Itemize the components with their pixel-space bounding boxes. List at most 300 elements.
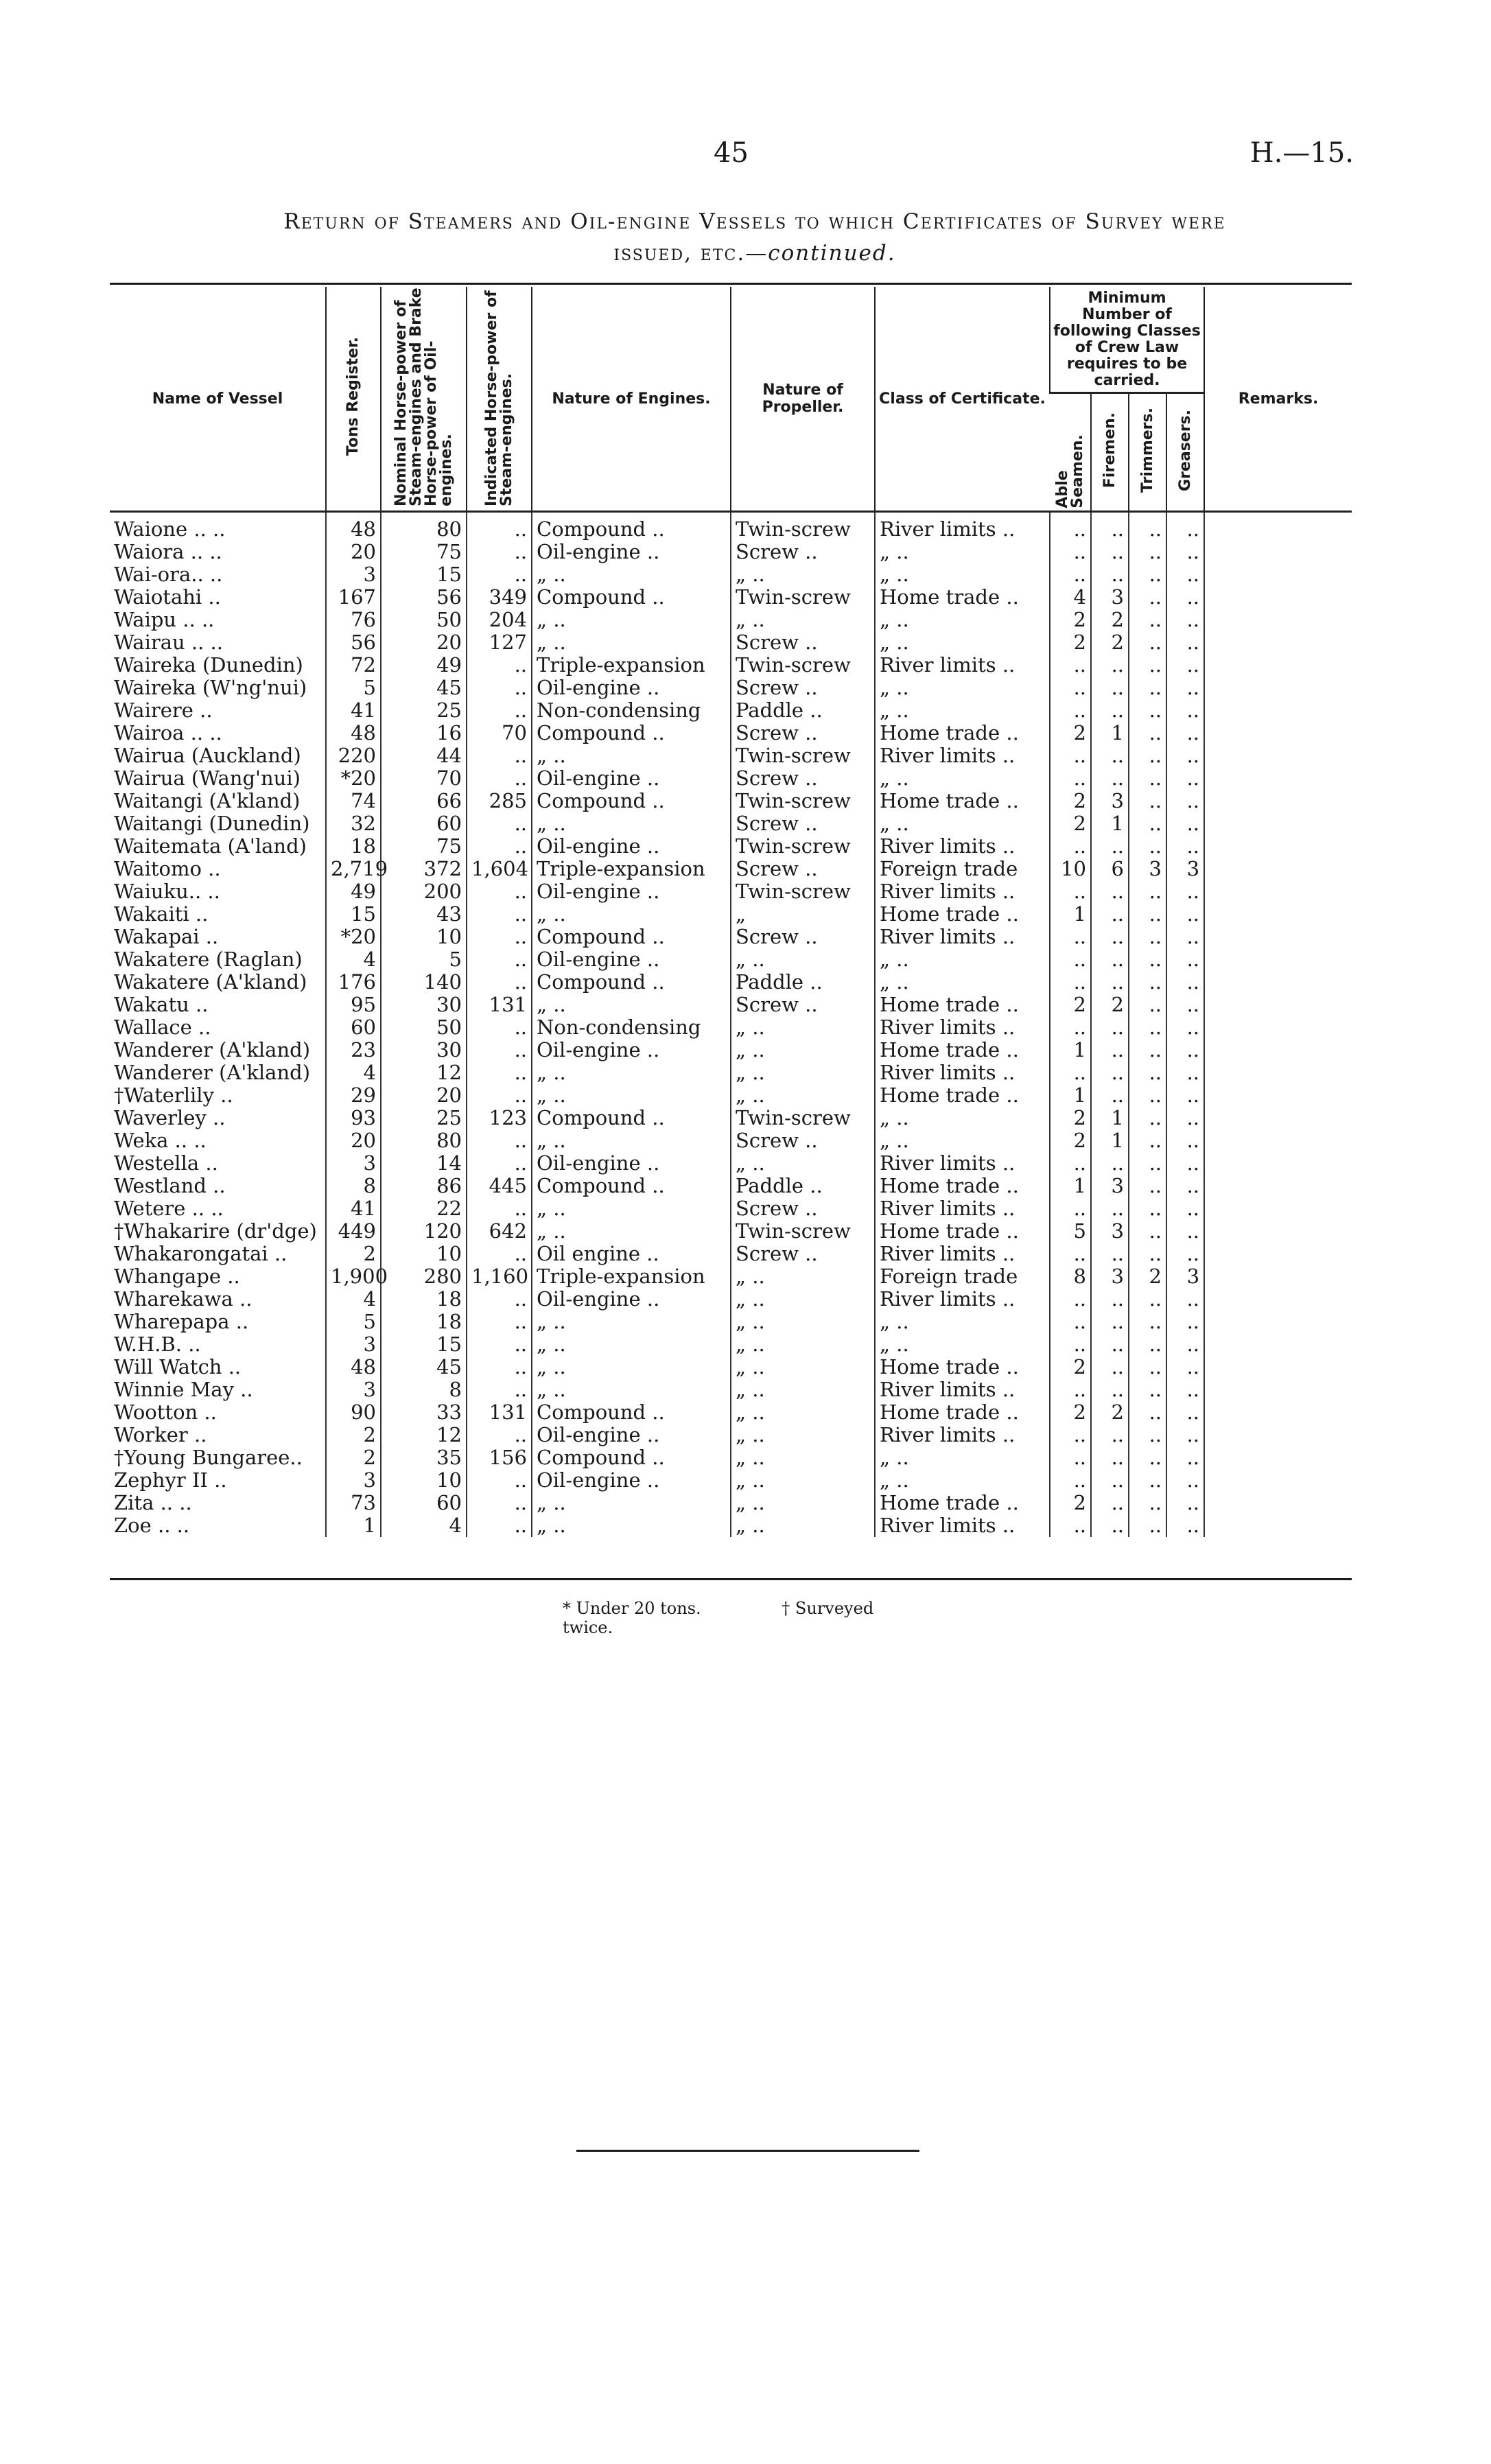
engines-cell: Compound .. <box>532 1107 731 1129</box>
remarks-cell <box>1204 1061 1352 1084</box>
nominal-hp-cell: 75 <box>381 541 467 563</box>
greasers-cell: .. <box>1166 1311 1204 1333</box>
tons-register-cell: 220 <box>326 744 381 767</box>
firemen-cell: .. <box>1091 1356 1129 1378</box>
remarks-cell <box>1204 767 1352 790</box>
firemen-cell: 1 <box>1091 722 1129 744</box>
indicated-hp-cell: .. <box>467 903 532 926</box>
propeller-cell: Paddle .. <box>731 699 875 722</box>
remarks-cell <box>1204 631 1352 654</box>
vessel-name-cell: Waiuku.. .. <box>114 880 220 903</box>
able-seamen-cell: .. <box>1050 971 1091 994</box>
tons-register-cell: 3 <box>326 1333 381 1356</box>
able-seamen-cell: 2 <box>1050 1356 1091 1378</box>
greasers-cell: .. <box>1166 994 1204 1016</box>
title-line-2 <box>158 237 1352 269</box>
table-row <box>110 1243 1352 1265</box>
firemen-cell: 2 <box>1091 631 1129 654</box>
indicated-hp-cell: .. <box>467 654 532 677</box>
remarks-cell <box>1204 699 1352 722</box>
table-row <box>110 1175 1352 1197</box>
firemen-cell: 2 <box>1091 609 1129 631</box>
certificate-cell: Home trade .. <box>875 1175 1050 1197</box>
indicated-hp-cell: .. <box>467 948 532 971</box>
tons-register-cell: 2 <box>326 1243 381 1265</box>
vessel-name-cell: †Waterlily .. <box>114 1083 233 1107</box>
able-seamen-cell: .. <box>1050 699 1091 722</box>
remarks-cell <box>1204 1107 1352 1129</box>
table-row <box>110 631 1352 654</box>
greasers-cell: .. <box>1166 1243 1204 1265</box>
propeller-cell: Screw .. <box>731 812 875 835</box>
greasers-cell: .. <box>1166 1220 1204 1243</box>
engines-cell: Oil-engine .. <box>532 1469 731 1492</box>
nominal-hp-cell: 35 <box>381 1446 467 1469</box>
trimmers-cell: .. <box>1129 812 1166 835</box>
indicated-hp-cell: .. <box>467 1084 532 1107</box>
engines-cell: Triple-expansion <box>532 1265 731 1288</box>
trimmers-cell: .. <box>1129 1197 1166 1220</box>
propeller-cell: Twin-screw <box>731 512 875 541</box>
remarks-cell <box>1204 858 1352 880</box>
remarks-cell <box>1204 1378 1352 1401</box>
engines-cell: Oil engine .. <box>532 1243 731 1265</box>
vessel-name-cell: Wai-ora.. .. <box>114 563 223 586</box>
nominal-hp-cell: 25 <box>381 1107 467 1129</box>
remarks-cell <box>1204 1356 1352 1378</box>
able-seamen-cell: .. <box>1050 835 1091 858</box>
engines-cell: „ .. <box>532 1378 731 1401</box>
propeller-cell: „ .. <box>731 1469 875 1492</box>
indicated-hp-cell: .. <box>467 744 532 767</box>
remarks-cell <box>1204 1039 1352 1061</box>
table-row <box>110 1311 1352 1333</box>
table-row <box>110 1401 1352 1424</box>
able-seamen-cell: .. <box>1050 1514 1091 1537</box>
greasers-cell: 3 <box>1166 1265 1204 1288</box>
nominal-hp-cell: 10 <box>381 926 467 948</box>
remarks-cell <box>1204 1265 1352 1288</box>
engines-cell: Oil-engine .. <box>532 541 731 563</box>
propeller-cell: Twin-screw <box>731 790 875 812</box>
remarks-cell <box>1204 812 1352 835</box>
vessel-name-cell: Wairua (Auckland) <box>114 744 301 767</box>
certificate-cell: Home trade .. <box>875 1401 1050 1424</box>
remarks-cell <box>1204 1288 1352 1311</box>
tons-register-cell: 93 <box>326 1107 381 1129</box>
able-seamen-cell: .. <box>1050 1016 1091 1039</box>
table-row <box>110 1084 1352 1107</box>
able-seamen-cell: .. <box>1050 1311 1091 1333</box>
propeller-cell: Twin-screw <box>731 1220 875 1243</box>
tons-register-cell: 4 <box>326 1288 381 1311</box>
greasers-cell: .. <box>1166 1492 1204 1514</box>
header-greasers: Greasers. <box>1166 393 1204 512</box>
greasers-cell: .. <box>1166 812 1204 835</box>
remarks-cell <box>1204 722 1352 744</box>
propeller-cell: „ .. <box>731 1288 875 1311</box>
nominal-hp-cell: 44 <box>381 744 467 767</box>
tons-register-cell: 48 <box>326 722 381 744</box>
indicated-hp-cell: .. <box>467 767 532 790</box>
greasers-cell: .. <box>1166 1378 1204 1401</box>
able-seamen-cell: 2 <box>1050 1401 1091 1424</box>
vessel-name-cell: Waiotahi .. <box>114 585 221 609</box>
header-firemen: Firemen. <box>1091 393 1129 512</box>
greasers-cell: .. <box>1166 1469 1204 1492</box>
nominal-hp-cell: 25 <box>381 699 467 722</box>
able-seamen-cell: .. <box>1050 541 1091 563</box>
table-row <box>110 1424 1352 1446</box>
remarks-cell <box>1204 903 1352 926</box>
firemen-cell: .. <box>1091 1288 1129 1311</box>
able-seamen-cell: .. <box>1050 1197 1091 1220</box>
propeller-cell: Twin-screw <box>731 880 875 903</box>
trimmers-cell: 2 <box>1129 1265 1166 1288</box>
trimmers-cell: .. <box>1129 1356 1166 1378</box>
table-row <box>110 948 1352 971</box>
certificate-cell: Home trade .. <box>875 994 1050 1016</box>
greasers-cell: .. <box>1166 1107 1204 1129</box>
certificate-cell: River limits .. <box>875 1061 1050 1084</box>
trimmers-cell: .. <box>1129 1175 1166 1197</box>
header-trimmers: Trimmers. <box>1129 393 1166 512</box>
nominal-hp-cell: 15 <box>381 563 467 586</box>
table-row <box>110 858 1352 880</box>
able-seamen-cell: 2 <box>1050 631 1091 654</box>
engines-cell: Oil-engine .. <box>532 1152 731 1175</box>
vessel-name-cell: Wharekawa .. <box>114 1287 253 1311</box>
firemen-cell: .. <box>1091 677 1129 699</box>
engines-cell: „ .. <box>532 903 731 926</box>
title-continued: continued. <box>768 241 896 266</box>
firemen-cell: .. <box>1091 1152 1129 1175</box>
engines-cell: „ .. <box>532 631 731 654</box>
firemen-cell: 3 <box>1091 1265 1129 1288</box>
firemen-cell: .. <box>1091 744 1129 767</box>
indicated-hp-cell: 285 <box>467 790 532 812</box>
certificate-cell: Home trade .. <box>875 1492 1050 1514</box>
tons-register-cell: 73 <box>326 1492 381 1514</box>
vessel-name-cell: Wairere .. <box>114 699 213 722</box>
table-row <box>110 1265 1352 1288</box>
certificate-cell: River limits .. <box>875 1016 1050 1039</box>
certificate-cell: Foreign trade <box>875 1265 1050 1288</box>
certificate-cell: River limits .. <box>875 512 1050 541</box>
greasers-cell: .. <box>1166 1129 1204 1152</box>
vessel-name-cell: †Whakarire (dr'dge) <box>114 1219 317 1243</box>
tons-register-cell: 15 <box>326 903 381 926</box>
greasers-cell: .. <box>1166 541 1204 563</box>
firemen-cell: .. <box>1091 1514 1129 1537</box>
indicated-hp-cell: .. <box>467 699 532 722</box>
firemen-cell: .. <box>1091 948 1129 971</box>
nominal-hp-cell: 372 <box>381 858 467 880</box>
tons-register-cell: 90 <box>326 1401 381 1424</box>
table-row <box>110 677 1352 699</box>
firemen-cell: .. <box>1091 541 1129 563</box>
vessel-name-cell: Wootton .. <box>114 1400 217 1424</box>
firemen-cell: .. <box>1091 563 1129 586</box>
nominal-hp-cell: 8 <box>381 1378 467 1401</box>
vessel-name-cell: Weka .. .. <box>114 1129 207 1152</box>
firemen-cell: 6 <box>1091 858 1129 880</box>
vessel-name-cell: Waitemata (A'land) <box>114 834 307 858</box>
indicated-hp-cell: .. <box>467 1514 532 1537</box>
able-seamen-cell: 2 <box>1050 812 1091 835</box>
able-seamen-cell: .. <box>1050 880 1091 903</box>
table-row <box>110 1446 1352 1469</box>
greasers-cell: .. <box>1166 699 1204 722</box>
tons-register-cell: 32 <box>326 812 381 835</box>
indicated-hp-cell: 156 <box>467 1446 532 1469</box>
tons-register-cell: 60 <box>326 1016 381 1039</box>
able-seamen-cell: .. <box>1050 926 1091 948</box>
propeller-cell: Twin-screw <box>731 586 875 609</box>
remarks-cell <box>1204 1016 1352 1039</box>
trimmers-cell: .. <box>1129 926 1166 948</box>
greasers-cell: .. <box>1166 880 1204 903</box>
indicated-hp-cell: 642 <box>467 1220 532 1243</box>
firemen-cell: .. <box>1091 1311 1129 1333</box>
engines-cell: Triple-expansion <box>532 654 731 677</box>
tons-register-cell: 4 <box>326 948 381 971</box>
engines-cell: Compound .. <box>532 1446 731 1469</box>
remarks-cell <box>1204 744 1352 767</box>
propeller-cell: „ .. <box>731 609 875 631</box>
engines-cell: Compound .. <box>532 1175 731 1197</box>
able-seamen-cell: .. <box>1050 1446 1091 1469</box>
nominal-hp-cell: 70 <box>381 767 467 790</box>
firemen-cell: .. <box>1091 1378 1129 1401</box>
engines-cell: „ .. <box>532 1129 731 1152</box>
greasers-cell: .. <box>1166 563 1204 586</box>
tons-register-cell: 48 <box>326 512 381 541</box>
certificate-cell: River limits .. <box>875 1197 1050 1220</box>
firemen-cell: .. <box>1091 1039 1129 1061</box>
engines-cell: Non-condensing <box>532 699 731 722</box>
tons-register-cell: 74 <box>326 790 381 812</box>
page-number: 45 <box>714 137 749 169</box>
tons-register-cell: 29 <box>326 1084 381 1107</box>
vessel-name-cell: Wakatere (Raglan) <box>114 948 303 971</box>
engines-cell: Oil-engine .. <box>532 880 731 903</box>
table-row <box>110 1152 1352 1175</box>
certificate-cell: Home trade .. <box>875 1220 1050 1243</box>
engines-cell: Compound .. <box>532 971 731 994</box>
engines-cell: „ .. <box>532 1333 731 1356</box>
able-seamen-cell: .. <box>1050 1243 1091 1265</box>
vessel-name-cell: Waitangi (Dunedin) <box>114 812 310 835</box>
remarks-cell <box>1204 1514 1352 1537</box>
greasers-cell: .. <box>1166 1333 1204 1356</box>
able-seamen-cell: .. <box>1050 1469 1091 1492</box>
tons-register-cell: 20 <box>326 541 381 563</box>
table-row <box>110 1469 1352 1492</box>
tons-register-cell: 167 <box>326 586 381 609</box>
document-reference: H.—15. <box>1249 137 1354 169</box>
greasers-cell: .. <box>1166 609 1204 631</box>
remarks-cell <box>1204 541 1352 563</box>
trimmers-cell: .. <box>1129 1424 1166 1446</box>
vessel-name-cell: W.H.B. .. <box>114 1333 201 1356</box>
nominal-hp-cell: 200 <box>381 880 467 903</box>
nominal-hp-cell: 75 <box>381 835 467 858</box>
table-row <box>110 744 1352 767</box>
firemen-cell: .. <box>1091 1016 1129 1039</box>
propeller-cell: „ .. <box>731 1152 875 1175</box>
certificate-cell: „ .. <box>875 767 1050 790</box>
nominal-hp-cell: 45 <box>381 677 467 699</box>
tons-register-cell: 41 <box>326 699 381 722</box>
propeller-cell: Twin-screw <box>731 654 875 677</box>
able-seamen-cell: 10 <box>1050 858 1091 880</box>
vessel-name-cell: Will Watch .. <box>114 1355 242 1378</box>
propeller-cell: Screw .. <box>731 1129 875 1152</box>
able-seamen-cell: .. <box>1050 563 1091 586</box>
trimmers-cell: .. <box>1129 1311 1166 1333</box>
trimmers-cell: .. <box>1129 699 1166 722</box>
table-row <box>110 1107 1352 1129</box>
nominal-hp-cell: 49 <box>381 654 467 677</box>
engines-cell: „ .. <box>532 1311 731 1333</box>
indicated-hp-cell: 445 <box>467 1175 532 1197</box>
vessel-name-cell: Wakaiti .. <box>114 902 209 926</box>
greasers-cell: .. <box>1166 1288 1204 1311</box>
propeller-cell: Twin-screw <box>731 744 875 767</box>
indicated-hp-cell: .. <box>467 1129 532 1152</box>
vessel-name-cell: Wakatere (A'kland) <box>114 970 307 994</box>
propeller-cell: „ .. <box>731 1084 875 1107</box>
propeller-cell: „ .. <box>731 1356 875 1378</box>
able-seamen-cell: 1 <box>1050 1084 1091 1107</box>
engines-cell: „ .. <box>532 994 731 1016</box>
table-row <box>110 790 1352 812</box>
able-seamen-cell: 4 <box>1050 586 1091 609</box>
closing-rule <box>576 2150 919 2152</box>
able-seamen-cell: 2 <box>1050 1492 1091 1514</box>
certificate-cell: River limits .. <box>875 926 1050 948</box>
trimmers-cell: .. <box>1129 903 1166 926</box>
remarks-cell <box>1204 971 1352 994</box>
greasers-cell: .. <box>1166 1356 1204 1378</box>
table-row <box>110 835 1352 858</box>
tons-register-cell: 2,719 <box>326 858 381 880</box>
nominal-hp-cell: 20 <box>381 631 467 654</box>
engines-cell: „ .. <box>532 1084 731 1107</box>
trimmers-cell: .. <box>1129 1016 1166 1039</box>
trimmers-cell: .. <box>1129 609 1166 631</box>
indicated-hp-cell: .. <box>467 1333 532 1356</box>
nominal-hp-cell: 60 <box>381 812 467 835</box>
remarks-cell <box>1204 654 1352 677</box>
engines-cell: Oil-engine .. <box>532 835 731 858</box>
vessel-name-cell: Zoe .. .. <box>114 1514 190 1537</box>
propeller-cell: „ .. <box>731 1401 875 1424</box>
propeller-cell: Screw .. <box>731 722 875 744</box>
table-row <box>110 586 1352 609</box>
firemen-cell: .. <box>1091 971 1129 994</box>
certificate-cell: Home trade .. <box>875 1356 1050 1378</box>
remarks-cell <box>1204 1197 1352 1220</box>
table-row <box>110 699 1352 722</box>
trimmers-cell: .. <box>1129 541 1166 563</box>
remarks-cell <box>1204 1243 1352 1265</box>
vessel-name-cell: Westland .. <box>114 1174 226 1197</box>
nominal-hp-cell: 140 <box>381 971 467 994</box>
engines-cell: Compound .. <box>532 512 731 541</box>
vessel-name-cell: Whangape .. <box>114 1265 240 1288</box>
engines-cell: „ .. <box>532 812 731 835</box>
trimmers-cell: .. <box>1129 1061 1166 1084</box>
greasers-cell: .. <box>1166 767 1204 790</box>
remarks-cell <box>1204 1333 1352 1356</box>
nominal-hp-cell: 60 <box>381 1492 467 1514</box>
certificate-cell: „ .. <box>875 541 1050 563</box>
propeller-cell: „ .. <box>731 1061 875 1084</box>
header-vessel-name: Name of Vessel <box>110 287 326 512</box>
firemen-cell: 3 <box>1091 1220 1129 1243</box>
propeller-cell: Screw .. <box>731 1197 875 1220</box>
tons-register-cell: 3 <box>326 1469 381 1492</box>
engines-cell: „ .. <box>532 609 731 631</box>
firemen-cell: .. <box>1091 1197 1129 1220</box>
indicated-hp-cell: .. <box>467 1469 532 1492</box>
firemen-cell: .. <box>1091 1243 1129 1265</box>
tons-register-cell: 4 <box>326 1061 381 1084</box>
remarks-cell <box>1204 790 1352 812</box>
header-nominal-horse-power: Nominal Horse-power of Steam-engines and Brake Horse-power of Oil-engines. <box>381 287 467 512</box>
vessel-name-cell: Wakapai .. <box>114 925 219 948</box>
trimmers-cell: .. <box>1129 1492 1166 1514</box>
greasers-cell: .. <box>1166 654 1204 677</box>
engines-cell: Non-condensing <box>532 1016 731 1039</box>
certificate-cell: Home trade .. <box>875 1084 1050 1107</box>
firemen-cell: .. <box>1091 1424 1129 1446</box>
vessel-name-cell: Westella .. <box>114 1151 218 1175</box>
indicated-hp-cell: .. <box>467 1061 532 1084</box>
indicated-hp-cell: 70 <box>467 722 532 744</box>
vessel-name-cell: Whakarongatai .. <box>114 1242 287 1265</box>
propeller-cell: Paddle .. <box>731 971 875 994</box>
greasers-cell: .. <box>1166 1016 1204 1039</box>
greasers-cell: .. <box>1166 903 1204 926</box>
table-row <box>110 767 1352 790</box>
propeller-cell: „ .. <box>731 1016 875 1039</box>
propeller-cell: „ .. <box>731 563 875 586</box>
engines-cell: „ .. <box>532 1061 731 1084</box>
certificate-cell: River limits .. <box>875 880 1050 903</box>
header-remarks: Remarks. <box>1204 287 1352 512</box>
trimmers-cell: .. <box>1129 1401 1166 1424</box>
table-row <box>110 880 1352 903</box>
firemen-cell: 2 <box>1091 994 1129 1016</box>
engines-cell: Oil-engine .. <box>532 948 731 971</box>
vessel-name-cell: Winnie May .. <box>114 1378 253 1401</box>
trimmers-cell: .. <box>1129 1220 1166 1243</box>
title-line-1: Return of Steamers and Oil-engine Vessels to which Certificates of Survey were <box>283 209 1226 234</box>
certificate-cell: Home trade .. <box>875 722 1050 744</box>
trimmers-cell: .. <box>1129 512 1166 541</box>
remarks-cell <box>1204 1152 1352 1175</box>
greasers-cell: .. <box>1166 1084 1204 1107</box>
trimmers-cell: .. <box>1129 722 1166 744</box>
nominal-hp-cell: 16 <box>381 722 467 744</box>
greasers-cell: .. <box>1166 1401 1204 1424</box>
trimmers-cell: .. <box>1129 1469 1166 1492</box>
nominal-hp-cell: 45 <box>381 1356 467 1378</box>
propeller-cell: „ .. <box>731 1378 875 1401</box>
